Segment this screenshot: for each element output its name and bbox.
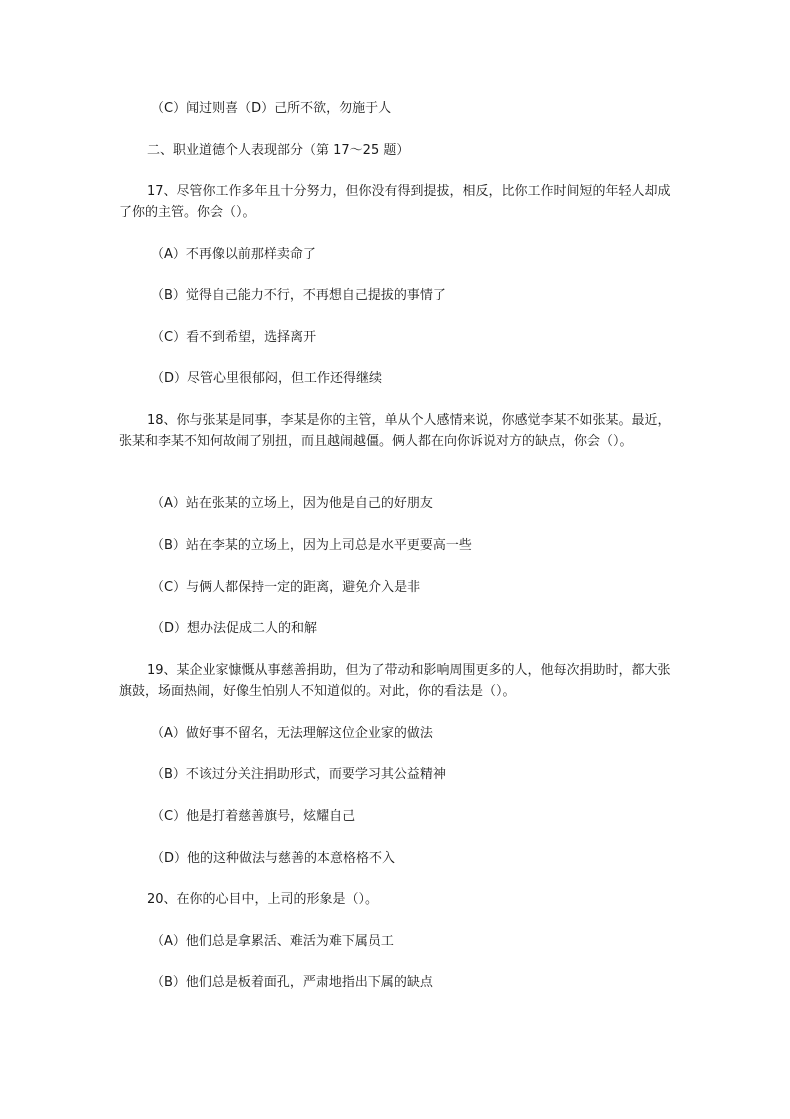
question-19-option-d: （D）他的这种做法与慈善的本意格格不入 <box>151 851 396 866</box>
question-18-option-d: （D）想办法促成二人的和解 <box>151 621 318 636</box>
question-20-option-b: （B）他们总是板着面孔，严肃地指出下属的缺点 <box>151 975 433 990</box>
question-18-option-a: （A）站在张某的立场上，因为他是自己的好朋友 <box>151 496 433 511</box>
question-19-option-c: （C）他是打着慈善旗号，炫耀自己 <box>151 809 356 824</box>
question-17-option-a: （A）不再像以前那样卖命了 <box>151 247 316 262</box>
question-17-option-c: （C）看不到希望，选择离开 <box>151 330 317 345</box>
question-18-option-c: （C）与俩人都保持一定的距离，避免介入是非 <box>151 580 421 595</box>
question-18-option-b: （B）站在李某的立场上，因为上司总是水平更要高一些 <box>151 538 472 553</box>
question-19-option-b: （B）不该过分关注捐助形式，而要学习其公益精神 <box>151 767 446 782</box>
question-20-option-a: （A）他们总是拿累活、难活为难下属员工 <box>151 934 394 949</box>
question-17-option-d: （D）尽管心里很郁闷，但工作还得继续 <box>151 371 383 386</box>
question-19-option-a: （A）做好事不留名，无法理解这位企业家的做法 <box>151 726 433 741</box>
previous-option-line: （C）闻过则喜（D）己所不欲，勿施于人 <box>151 101 392 116</box>
question-17-option-b: （B）觉得自己能力不行，不再想自己提拔的事情了 <box>151 288 446 303</box>
question-17-stem: 17、尽管你工作多年且十分努力，但你没有得到提拔，相反，比你工作时间短的年轻人却成了你的主管。你会（）。 <box>119 184 671 220</box>
question-20-stem: 20、在你的心目中，上司的形象是（）。 <box>147 892 379 907</box>
question-19-stem: 19、某企业家慷慨从事慈善捐助，但为了带动和影响周围更多的人，他每次捐助时，都大张旗鼓，场面热闹，好像生怕别人不知道似的。对此，你的看法是（）。 <box>119 663 671 699</box>
question-18-stem: 18、你与张某是同事，李某是你的主管，单从个人感情来说，你感觉李某不如张某。最近，张某和李某不知何故闹了别扭，而且越闹越僵。俩人都在向你诉说对方的缺点，你会（）。 <box>119 413 671 449</box>
section-title: 二、职业道德个人表现部分（第 17～25 题） <box>147 143 410 158</box>
